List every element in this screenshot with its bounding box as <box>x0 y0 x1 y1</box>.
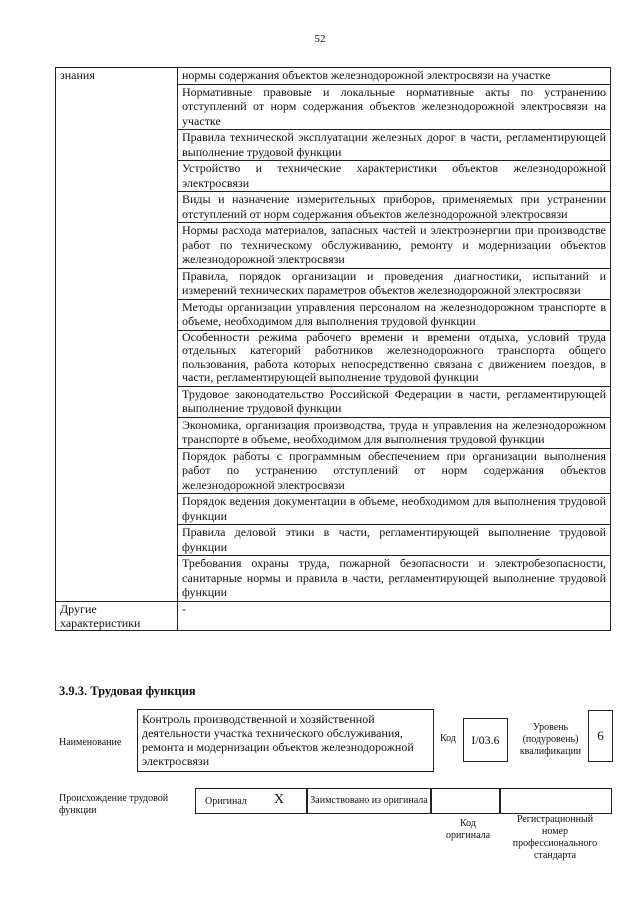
table-row <box>56 161 611 192</box>
code-original-box <box>431 788 500 814</box>
knowledge-item: Порядок ведения документации в объеме, необходимом для выполнения трудовой функции <box>178 494 611 525</box>
code-value: I/03.6 <box>463 718 508 762</box>
code-label: Код <box>440 733 456 744</box>
reg-number-box <box>500 788 612 814</box>
knowledge-item: нормы содержания объектов железнодорожной электросвязи на участке <box>178 68 611 85</box>
original-mark: X <box>274 792 285 807</box>
origin-box-borrowed <box>307 788 431 814</box>
knowledge-item: Правила технической эксплуатации железных дорог в части, регламентирующей выполнение трудовой функции <box>178 130 611 161</box>
table-row <box>56 525 611 556</box>
table-row <box>56 556 611 602</box>
table-row <box>56 84 611 130</box>
knowledge-table <box>55 67 611 631</box>
knowledge-item: Требования охраны труда, пожарной безопасности и электробезопасности, санитарные нормы и правила в части, регламентирующей выполнение трудовой функции <box>178 556 611 602</box>
table-row <box>56 417 611 448</box>
qualification-level-value: 6 <box>588 710 613 762</box>
knowledge-item: Нормы расхода материалов, запасных частей и электроэнергии при производстве работ по техническому обслуживанию, ремонту и модернизации объектов железнодорожной электросвязи <box>178 223 611 269</box>
table-row <box>56 68 611 85</box>
knowledge-item: Особенности режима рабочего времени и времени отдыха, условий труда отдельных категорий работников железнодорожного транспорта общего пользования, работа которых непосредственно связана с движением поездов, в части, регламентирующей выполнение трудовой функции <box>178 330 611 386</box>
reg-number-label: Регистрационный номер профессионального стандарта <box>512 814 598 861</box>
table-row <box>56 448 611 494</box>
borrowed-label: Заимствовано из оригинала <box>310 795 428 806</box>
table-row <box>56 386 611 417</box>
knowledge-item: Правила, порядок организации и проведения диагностики, испытаний и измерений технических параметров объектов железнодорожной электросвязи <box>178 268 611 299</box>
knowledge-item: Трудовое законодательство Российской Федерации в части, регламентирующей выполнение трудовой функции <box>178 386 611 417</box>
knowledge-item: Нормативные правовые и локальные нормативные акты по устранению отступлений от норм содержания объектов железнодорожной электросвязи на участке <box>178 84 611 130</box>
table-row <box>56 268 611 299</box>
other-value: - <box>178 601 611 630</box>
table-row <box>56 494 611 525</box>
table-row <box>56 130 611 161</box>
original-label: Оригинал <box>205 796 247 807</box>
table-row <box>56 299 611 330</box>
table-row <box>56 223 611 269</box>
knowledge-item: Методы организации управления персоналом на железнодорожном транспорте в объеме, необходимом для выполнения трудовой функции <box>178 299 611 330</box>
table-row <box>56 601 611 630</box>
row-label-knowledge: знания <box>56 68 178 85</box>
origin-label: Происхождение трудовой функции <box>59 793 169 816</box>
knowledge-item: Устройство и технические характеристики объектов железнодорожной электросвязи <box>178 161 611 192</box>
knowledge-item: Правила деловой этики в части, регламентирующей выполнение трудовой функции <box>178 525 611 556</box>
row-label-other: Другие характеристики <box>56 601 178 630</box>
qualification-level-label: Уровень (подуровень) квалификации <box>519 722 582 757</box>
table-row <box>56 330 611 386</box>
name-label: Наименование <box>59 737 122 748</box>
knowledge-item: Экономика, организация производства, труда и управления на железнодорожном транспорте в объеме, необходимом для выполнения трудовой функции <box>178 417 611 448</box>
code-original-label: Код оригинала <box>445 818 491 841</box>
table-row <box>56 192 611 223</box>
page-number: 52 <box>314 33 326 45</box>
function-name: Контроль производственной и хозяйственной деятельности участка технического обслуживания, ремонта и модернизации объектов железнодорожной электросвязи <box>137 709 434 772</box>
section-title: 3.9.3. Трудовая функция <box>59 684 196 698</box>
origin-box-original <box>195 788 307 814</box>
knowledge-item: Виды и назначение измерительных приборов, применяемых при устранении отступлений от норм содержания объектов железнодорожной электросвязи <box>178 192 611 223</box>
knowledge-item: Порядок работы с программным обеспечением при организации выполнения работ по устранению отступлений от норм содержания объектов железнодорожной электросвязи <box>178 448 611 494</box>
